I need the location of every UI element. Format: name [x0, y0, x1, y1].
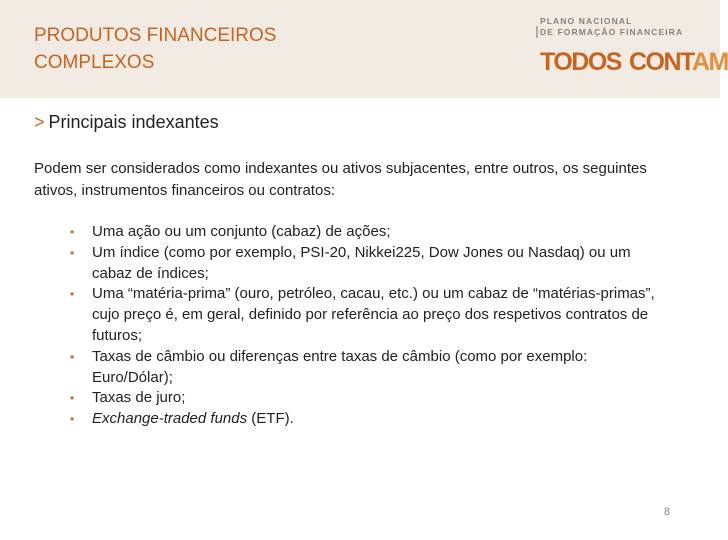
todos-contam-logo	[540, 16, 728, 78]
bullet-icon: •	[70, 245, 75, 260]
bullet-icon: •	[70, 287, 75, 302]
logo-brand-word-2	[629, 48, 728, 76]
intro-paragraph: Podem ser considerados como indexantes ou ativos subjacentes, entre outros, os seguintes ativos, instrumentos financeiros ou contratos:	[34, 160, 647, 199]
bullet-icon: •	[70, 225, 75, 239]
bullet-icon: •	[70, 349, 75, 364]
list-item	[70, 409, 670, 430]
list-item-text: Taxas de juro;	[92, 389, 186, 407]
indexantes-list	[70, 222, 670, 430]
bullet-icon: •	[70, 412, 75, 427]
title-line-2: COMPLEXOS	[34, 52, 155, 73]
section-title	[34, 112, 219, 133]
logo-caption-line-2: DE FORMAÇÃO FINANCEIRA	[540, 27, 684, 37]
page-number: 8	[664, 506, 671, 518]
section-arrow: >	[34, 112, 45, 132]
header-band	[0, 0, 728, 98]
logo-brand-word-2-start: CONT	[628, 48, 692, 76]
logo-divider	[536, 26, 538, 38]
logo-brand-word-2-end: AM	[691, 48, 728, 76]
slide-title	[34, 22, 276, 76]
logo-brand-word-1: TODOS	[540, 48, 621, 76]
list-item	[70, 243, 670, 285]
list-item-text: Uma “matéria-prima” (ouro, petróleo, cacau, etc.) ou um cabaz de “matérias-primas”, cujo preço é, em geral, definido por referência ao preço dos respetivos contratos de futuros;	[92, 285, 655, 344]
list-item-text: Um índice (como por exemplo, PSI-20, Nikkei225, Dow Jones ou Nasdaq) ou um cabaz de índices;	[92, 243, 631, 282]
title-line-1: PRODUTOS FINANCEIROS	[34, 25, 277, 46]
list-item-text: Taxas de câmbio ou diferenças entre taxas de câmbio (como por exemplo: Euro/Dólar);	[92, 347, 588, 386]
bullet-icon: •	[70, 391, 75, 406]
section-title-text: Principais indexantes	[48, 112, 219, 132]
list-item	[70, 222, 670, 243]
logo-caption-line-1: PLANO NACIONAL	[540, 16, 633, 26]
list-item-text: Uma ação ou um conjunto (cabaz) de ações;	[92, 223, 391, 240]
list-item-text: (ETF).	[247, 410, 294, 428]
list-item	[70, 347, 670, 389]
list-item-italic-text: Exchange-traded funds	[92, 410, 248, 428]
list-item	[70, 284, 670, 346]
logo-brand	[540, 48, 728, 76]
list-item	[70, 388, 670, 409]
